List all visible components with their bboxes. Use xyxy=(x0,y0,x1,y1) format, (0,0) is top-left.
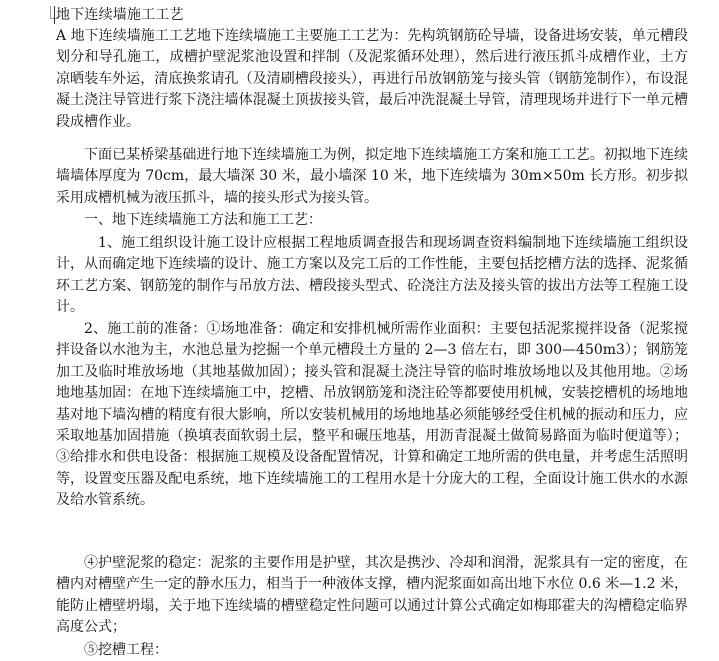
paragraph-preparation: 2、施工前的准备：①场地准备：确定和安排机械所需作业面积：主要包括泥浆搅拌设备（泥浆搅拌设备以水池为主，水池总量为挖掘一个单元槽段土方量的 2—3 倍左右，即 300—450m3）；钢筋笼加工及临时堆放场地（其地基做加固）；接头管和混凝土浇注导管的临时堆放场地以及其他用地。②场地地基加固：在地下连续墙施工中，挖槽、吊放钢筋笼和浇注砼等都要使用机械，安装挖槽机的场地地基对地下墙沟槽的精度有很大影响，所以安装机械用的场地地基必须能够经受住机械的振动和压力，应采取地基加固措施（换填表面软弱土层，整平和碾压地基，用沥青混凝土做简易路面为临时便道等）；③给排水和供电设备：根据施工规模及设备配置情况，计算和确定工地所需的供电量，并考虑生活照明等，设置变压器及配电系统，地下连续墙施工的工程用水是十分庞大的工程，全面设计施工供水的水源及给水管系统。 xyxy=(56,321,688,509)
paragraph-example: 下面已某桥梁基础进行地下连续墙施工为例，拟定地下连续墙施工方案和施工工艺。初拟地下连续墙墙体厚度为 70cm，最大墙深 30 米，最小墙深 10 米，地下连续墙为 30m×50m 长方形。初步拟采用成槽机械为液压抓斗，墙的接头形式为接头管。 xyxy=(56,147,688,206)
section-heading: 一、地下连续墙施工方法和施工工艺： xyxy=(84,212,322,228)
paragraph-design: 1、施工组织设计施工设计应根据工程地质调查报告和现场调查资料编制地下连续墙施工组织设计，从而确定地下连续墙的设计、施工方案以及完工后的工作性能，主要包括挖槽方法的选择、泥浆循环工艺方案、钢筋笼的制作与吊放方法、槽段接头型式、砼浇注方法及接头管的拔出方法等工程施工设计。 xyxy=(56,235,688,316)
text-cursor xyxy=(54,6,55,24)
document-title: 地下连续墙施工工艺 xyxy=(56,7,184,23)
paragraph-trenching: ⑤挖槽工程： xyxy=(84,642,168,658)
paragraph-slurry: ④护壁泥浆的稳定：泥浆的主要作用是护壁，其次是携沙、冷却和润滑，泥浆具有一定的密度，在槽内对槽壁产生一定的静水压力，相当于一种液体支撑，槽内泥浆面如高出地下水位 0.6 米—1.2 米，能防止槽壁坍塌，关于地下连续墙的槽壁稳定性问题可以通过计算公式确定如梅耶霍夫的沟槽稳定临界高度公式； xyxy=(56,555,688,636)
paragraph-intro: A 地下连续墙施工工艺地下连续墙施工主要施工工艺为：先构筑钢筋砼导墙，设备进场安装，单元槽段划分和导孔施工，成槽护壁泥浆池设置和拌制（及泥浆循环处理），然后进行液压抓斗成槽作业，土方凉晒装车外运，清底换浆请孔（及清刷槽段接头），再进行吊放钢筋笼与接头管（钢筋笼制作），布设混凝土浇注导管进行浆下浇注墙体混凝土顶拔接头管，最后冲洗混凝土导管，清理现场并进行下一单元槽段成槽作业。 xyxy=(56,28,688,130)
